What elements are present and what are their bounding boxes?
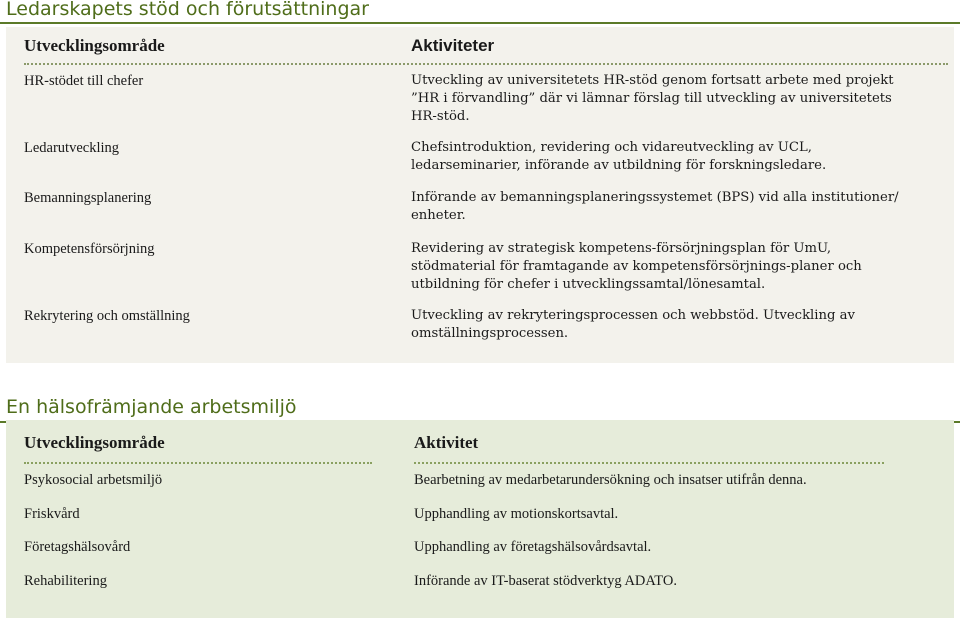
- table-row-area: Rehabilitering: [24, 573, 107, 589]
- table-row-activity: Utveckling av universitetets HR-stöd genom fortsatt arbete med projekt ”HR i förvandling” där vi lämnar förslag till utveckling av universitetets HR-stöd.: [411, 73, 894, 124]
- header-dotted-divider: [24, 462, 372, 464]
- column-header-activity: Aktivitet: [414, 433, 479, 452]
- table-row-activity: Upphandling av motionskortsavtal.: [414, 506, 619, 522]
- header-dotted-divider: [414, 462, 884, 464]
- leadership-table: [6, 27, 954, 363]
- column-header-area: Utvecklingsområde: [24, 433, 165, 452]
- header-dotted-divider: [24, 63, 948, 65]
- column-header-area: Utvecklingsområde: [24, 36, 165, 55]
- section-divider: [0, 22, 960, 24]
- table-row-activity: Chefsintroduktion, revidering och vidareutveckling av UCL, ledarseminarier, införande av utbildning för forskningsledare.: [411, 140, 827, 173]
- section-title-work-environment: En hälsofrämjande arbetsmiljö: [6, 396, 297, 418]
- table-row-area: Ledarutveckling: [24, 140, 120, 156]
- table-row-activity: Införande av IT-baserat stödverktyg ADATO.: [414, 573, 677, 589]
- table-row-activity: Revidering av strategisk kompetens-försörjningsplan för UmU, stödmaterial för framtagande av kompetensförsörjnings-planer och utbildning för chefer i utvecklingssamtal/lönesamtal.: [411, 241, 862, 292]
- table-row-area: Psykosocial arbetsmiljö: [24, 472, 163, 488]
- table-row-activity: Införande av bemanningsplaneringssystemet (BPS) vid alla institutioner/ enheter.: [411, 190, 899, 223]
- table-row-area: Rekrytering och omställning: [24, 308, 190, 324]
- table-row-area: Friskvård: [24, 506, 80, 522]
- column-header-activities: Aktiviteter: [411, 36, 495, 55]
- table-row-area: HR-stödet till chefer: [24, 73, 144, 89]
- section-title-leadership: Ledarskapets stöd och förutsättningar: [6, 0, 369, 20]
- table-row-area: Kompetensförsörjning: [24, 241, 155, 257]
- table-row-area: Företagshälsovård: [24, 539, 131, 555]
- table-row-activity: Utveckling av rekryteringsprocessen och webbstöd. Utveckling av omställningsprocessen.: [411, 308, 855, 341]
- work-environment-table: [6, 420, 954, 618]
- table-row-activity: Bearbetning av medarbetarundersökning och insatser utifrån denna.: [414, 472, 807, 488]
- table-row-area: Bemanningsplanering: [24, 190, 152, 206]
- table-row-activity: Upphandling av företagshälsovårdsavtal.: [414, 539, 652, 555]
